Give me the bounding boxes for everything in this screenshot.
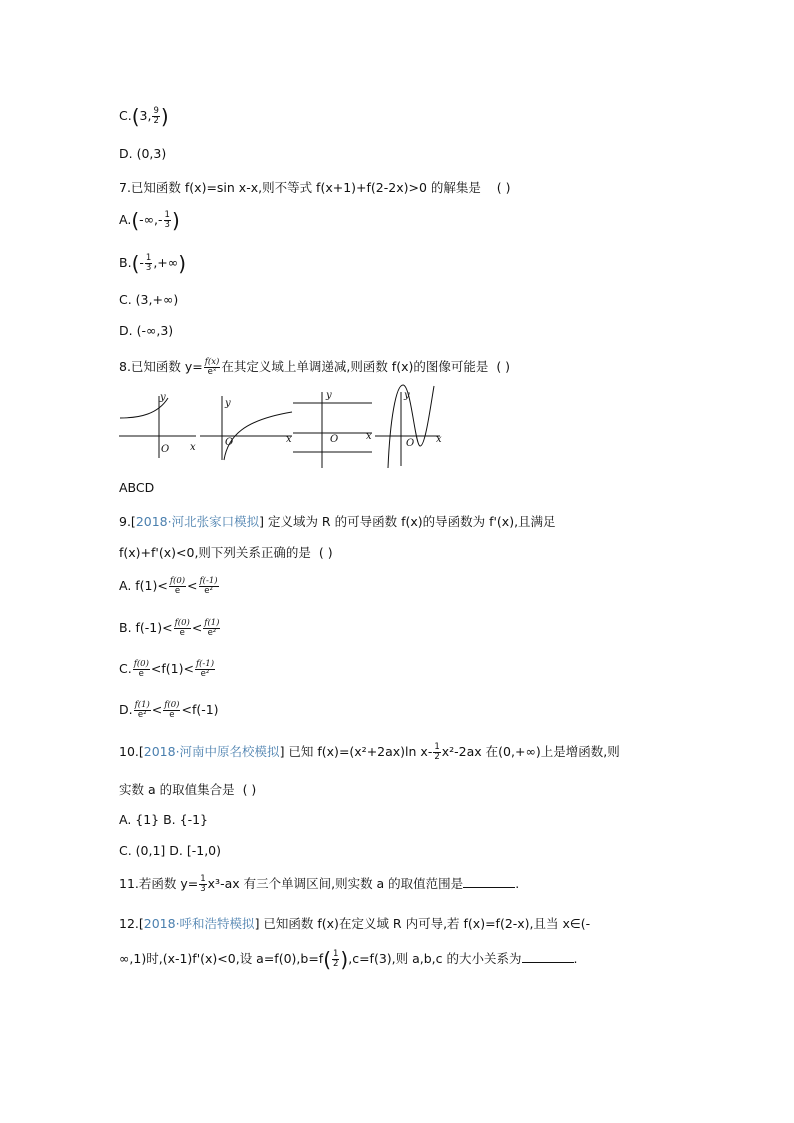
fraction: $\frac{f(x)}{\text{eˣ}}$	[204, 357, 220, 377]
question-9-stem-line2: f(x)+f'(x)<0,则下列关系正确的是 ( )	[119, 545, 333, 560]
answer-paren: ( )	[496, 180, 511, 195]
answer-blank	[522, 952, 574, 963]
graph-a-origin-label: O	[161, 444, 170, 455]
graph-a-x-label: x	[190, 442, 196, 453]
graph-c-y-label: y	[326, 390, 332, 401]
graph-c-x-label: x	[366, 431, 372, 442]
graph-b-origin-label: O	[225, 437, 234, 448]
q10-options-ab: A. {1} B. {-1}	[119, 812, 209, 827]
question-11-stem: 11.若函数 y= $\frac{1}{3}$ x³-ax 有三个单调区间,则实数 a 的取值范围是 .	[119, 874, 520, 894]
q7-option-b: B.(- $\frac{1}{3}$ ,+∞)	[119, 251, 186, 276]
question-10-stem-line2: 实数 a 的取值集合是 ( )	[119, 782, 257, 797]
source-tag: 2018·呼和浩特模拟	[143, 916, 255, 931]
q7-option-c: C. (3,+∞)	[119, 292, 179, 307]
answer-paren: ( )	[242, 782, 257, 797]
graph-b-x-label: x	[286, 434, 292, 445]
q7-option-a: A.(-∞,- $\frac{1}{3}$ )	[119, 208, 180, 233]
source-tag: 2018·河北张家口模拟	[135, 514, 260, 529]
graph-d-x-label: x	[436, 434, 442, 445]
answer-paren: ( )	[496, 359, 511, 374]
graph-a-y-label: y	[160, 392, 166, 403]
graph-b	[200, 396, 292, 460]
q9-option-c: C. $\frac{f(0)}{e}$ <f(1)< $\frac{f(-1)}{\text{e²}}$	[119, 659, 215, 679]
answer-blank	[463, 877, 515, 888]
fraction: $\frac{1}{3}$	[145, 253, 152, 273]
question-12-stem: 12.[2018·呼和浩特模拟] 已知函数 f(x)在定义域 R 内可导,若 f(x)=f(2-x),且当 x∈(-	[119, 916, 591, 931]
graph-d-origin-label: O	[406, 438, 415, 449]
graph-a	[119, 396, 196, 458]
q9-option-a: A. f(1)< $\frac{f(0)}{e}$ < $\frac{f(-1)}{\text{e²}}$	[119, 576, 218, 596]
graph-c-origin-label: O	[330, 434, 339, 445]
q7-option-d: D. (-∞,3)	[119, 323, 174, 338]
q9-option-d: D. $\frac{f(1)}{\text{e²}}$ < $\frac{f(0)}{e}$ <f(-1)	[119, 700, 219, 720]
q8-choice-labels: ABCD	[119, 480, 155, 495]
graph-d-y-label: y	[404, 390, 410, 401]
q6-option-c: C.(3, $\frac{9}{2}$ )	[119, 104, 169, 129]
q10-options-cd: C. (0,1] D. [-1,0)	[119, 843, 221, 858]
graph-b-y-label: y	[225, 398, 231, 409]
q6-option-d: D. (0,3)	[119, 146, 167, 161]
question-12-stem-line2: ∞,1)时,(x-1)f'(x)<0,设 a=f(0),b=f( $\frac{1}{2}$ ),c=f(3),则 a,b,c 的大小关系为 .	[119, 947, 578, 972]
fraction: $\frac{1}{3}$	[164, 210, 170, 230]
question-9-stem: 9.[2018·河北张家口模拟] 定义域为 R 的可导函数 f(x)的导函数为 f'(x),且满足	[119, 514, 556, 529]
question-7-stem: 7.已知函数 f(x)=sin x-x,则不等式 f(x+1)+f(2-2x)>0 的解集是 ( )	[119, 180, 511, 195]
fraction: $\frac{9}{2}$	[153, 106, 159, 126]
question-10-stem: 10.[2018·河南中原名校模拟] 已知 f(x)=(x²+2ax)ln x- $\frac{1}{2}$ x²-2ax 在(0,+∞)上是增函数,则	[119, 742, 620, 762]
answer-paren: ( )	[318, 545, 333, 560]
source-tag: 2018·河南中原名校模拟	[143, 744, 280, 759]
q9-option-b: B. f(-1)< $\frac{f(0)}{e}$ < $\frac{f(1)}{\text{e²}}$	[119, 618, 220, 638]
graph-c	[293, 392, 372, 468]
question-8-stem: 8.已知函数 y= $\frac{f(x)}{\text{eˣ}}$ 在其定义域上单调递减,则函数 f(x)的图像可能是 ( )	[119, 357, 511, 377]
